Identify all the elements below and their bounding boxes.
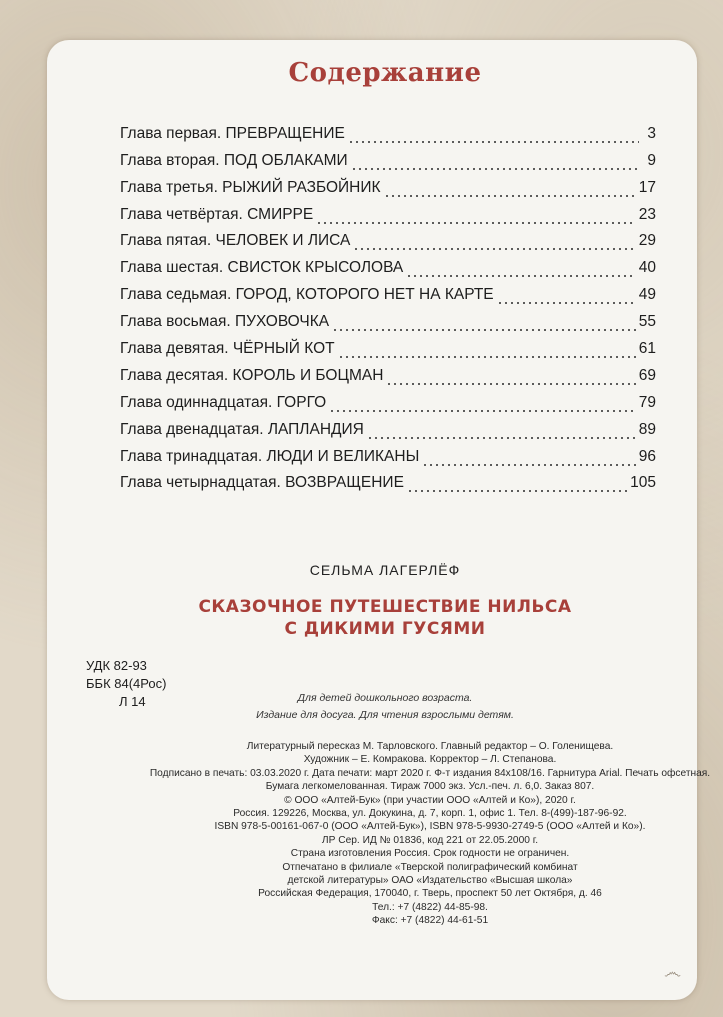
toc-leader-dots (407, 478, 627, 492)
toc-entry-page: 17 (638, 178, 656, 196)
toc-leader-dots (329, 398, 636, 412)
swirl-ornament-icon: ෴ (664, 962, 682, 982)
toc-entry-page: 55 (638, 313, 656, 331)
toc-leader-dots (332, 317, 636, 331)
imprint-line: Подписано в печать: 03.03.2020 г. Дата печати: март 2020 г. Ф-т издания 84х108/16. Гарнитура Arial. Печать офсетная. (149, 767, 711, 779)
imprint-line: Российская Федерация, 170040, г. Тверь, проспект 50 лет Октября, д. 46 (258, 888, 602, 900)
imprint-line: © ООО «Алтей-Бук» (при участии ООО «Алтей и Ко»), 2020 г. (284, 794, 576, 806)
toc-leader-dots (348, 129, 639, 143)
toc-entry-title: Глава седьмая. ГОРОД, КОТОРОГО НЕТ НА КАРТЕ (120, 286, 494, 304)
toc-entry-page: 40 (638, 259, 656, 277)
toc-leader-dots (406, 263, 635, 277)
author-name: СЕЛЬМА ЛАГЕРЛЁФ (309, 562, 461, 578)
toc-entry-page: 23 (638, 205, 656, 223)
toc-entry-page: 49 (638, 286, 656, 304)
toc-entry-title: Глава пятая. ЧЕЛОВЕК И ЛИСА (120, 232, 351, 250)
toc-leader-dots (497, 290, 636, 304)
toc-entry (120, 439, 656, 466)
book-title-line: С ДИКИМИ ГУСЯМИ (284, 619, 486, 639)
imprint-line: Отпечатано в филиале «Тверской полиграфический комбинат (282, 861, 578, 873)
toc-entry (120, 143, 656, 170)
toc-entry (120, 116, 656, 143)
imprint-line: Факс: +7 (4822) 44-61-51 (371, 915, 489, 927)
audience-line: Для детей дошкольного возраста. (297, 692, 473, 704)
imprint-line: Страна изготовления Россия. Срок годности не ограничен. (290, 848, 570, 860)
audience-note (0, 690, 723, 724)
toc-leader-dots (384, 183, 636, 197)
toc-leader-dots (353, 236, 635, 250)
toc-entry-page: 105 (630, 474, 656, 492)
book-title-line: СКАЗОЧНОЕ ПУТЕШЕСТВИЕ НИЛЬСА (198, 597, 572, 617)
toc-entry (120, 385, 656, 412)
toc-entry (120, 277, 656, 304)
imprint-line: Литературный пересказ М. Тарловского. Главный редактор – О. Голенищева. (246, 741, 614, 752)
toc-entry (120, 412, 656, 439)
imprint-block (0, 740, 723, 928)
book-title (0, 596, 723, 640)
imprint-line: Тел.: +7 (4822) 44-85-98. (372, 901, 488, 913)
toc-leader-dots (351, 156, 639, 170)
toc-entry-title: Глава первая. ПРЕВРАЩЕНИЕ (120, 124, 345, 142)
toc-entry-page: 9 (647, 151, 656, 169)
toc-entry-title: Глава четырнадцатая. ВОЗВРАЩЕНИЕ (120, 474, 404, 492)
toc-leader-dots (386, 371, 635, 385)
toc-entry (120, 304, 656, 331)
toc-entry-title: Глава десятая. КОРОЛЬ И БОЦМАН (120, 366, 384, 384)
toc-leader-dots (338, 344, 636, 358)
toc-entry (120, 224, 656, 251)
toc-entry-page: 29 (638, 232, 656, 250)
toc-entry-page: 69 (638, 366, 656, 384)
toc-entry (120, 170, 656, 197)
toc-entry-title: Глава третья. РЫЖИЙ РАЗБОЙНИК (120, 178, 381, 196)
toc-list (120, 116, 656, 492)
toc-entry-page: 3 (647, 124, 656, 142)
toc-entry (120, 358, 656, 385)
toc-entry-page: 89 (638, 420, 656, 438)
imprint-line: Бумага легкомелованная. Тираж 7000 экз. Усл.-печ. л. 6,0. Заказ 807. (265, 781, 595, 793)
toc-entry (120, 331, 656, 358)
toc-entry-page: 96 (638, 447, 656, 465)
toc-entry-title: Глава вторая. ПОД ОБЛАКАМИ (120, 151, 348, 169)
imprint-line: ISBN 978-5-00161-067-0 (ООО «Алтей-Бук»), ISBN 978-5-9930-2749-5 (ООО «Алтей и Ко»). (214, 821, 646, 833)
bbk-code: ББК 84(4Рос) (86, 676, 167, 691)
imprint-line: Художник – Е. Комракова. Корректор – Л. Степанова. (303, 754, 557, 766)
author-mark: Л 14 (119, 694, 146, 709)
imprint-line: детской литературы» ОАО «Издательство «Высшая школа» (287, 875, 573, 887)
toc-entry-title: Глава одиннадцатая. ГОРГО (120, 393, 327, 411)
toc-leader-dots (367, 425, 636, 439)
toc-entry-page: 61 (638, 340, 656, 358)
toc-leader-dots (316, 210, 636, 224)
imprint-line: ЛР Сер. ИД № 01836, код 221 от 22.05.2000 г. (321, 834, 539, 846)
toc-entry (120, 466, 656, 493)
toc-entry-title: Глава девятая. ЧЁРНЫЙ КОТ (120, 340, 335, 358)
audience-line: Издание для досуга. Для чтения взрослыми детям. (256, 709, 514, 721)
toc-entry (120, 250, 656, 277)
toc-entry-title: Глава восьмая. ПУХОВОЧКА (120, 313, 330, 331)
toc-entry-title: Глава четвёртая. СМИРРЕ (120, 205, 314, 223)
toc-entry-title: Глава шестая. СВИСТОК КРЫСОЛОВА (120, 259, 404, 277)
toc-entry-title: Глава тринадцатая. ЛЮДИ И ВЕЛИКАНЫ (120, 447, 420, 465)
imprint-line: Россия. 129226, Москва, ул. Докукина, д. 7, корп. 1, офис 1. Тел. 8-(499)-187-96-92. (233, 808, 627, 820)
udk-code: УДК 82-93 (86, 658, 147, 673)
toc-entry-page: 79 (638, 393, 656, 411)
toc-leader-dots (422, 452, 635, 466)
toc-entry-title: Глава двенадцатая. ЛАПЛАНДИЯ (120, 420, 364, 438)
toc-entry (120, 197, 656, 224)
toc-title: Содержание (288, 58, 482, 88)
